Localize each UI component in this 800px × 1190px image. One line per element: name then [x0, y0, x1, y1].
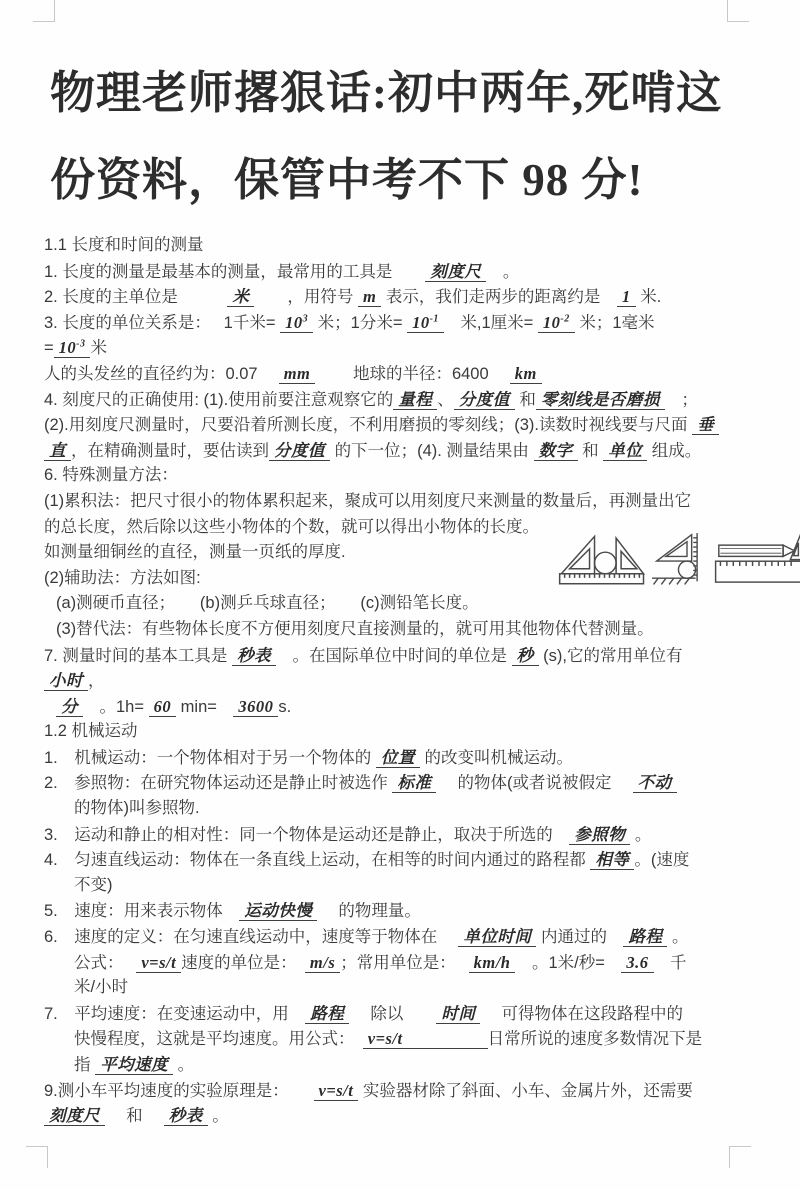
text-line: [44, 950, 770, 976]
printed-text: ，用符号: [254, 288, 358, 307]
printed-text: 4. 刻度尺的正确使用: (1).使用前要注意观察它的: [44, 390, 394, 409]
printed-text: ；: [664, 390, 698, 409]
printed-text: 1. 机械运动：一个物体相对于另一个物体的: [44, 748, 376, 767]
printed-text: 、: [437, 390, 454, 409]
printed-text: 。(速度: [634, 851, 690, 870]
printed-text: 米.: [635, 288, 662, 307]
printed-text: s.: [278, 697, 292, 716]
printed-text: 的下一位；(4). 测量结果由: [330, 441, 534, 460]
printed-text: 如测量细铜丝的直径，测量一页纸的厚度.: [44, 543, 346, 562]
handwritten-answer: 1: [617, 287, 636, 307]
printed-text: 3. 运动和静止的相对性：同一个物体是运动还是静止，取决于所选的: [44, 825, 570, 844]
text-line: [44, 617, 770, 643]
printed-text: min=: [176, 697, 234, 716]
text-line: [44, 284, 770, 310]
handwritten-answer: $10^{-3}$: [54, 338, 91, 358]
printed-text: 的物理量。: [317, 902, 421, 921]
text-line: [44, 361, 770, 387]
handwritten-answer: 直: [44, 441, 71, 461]
text-line: [44, 387, 770, 413]
text-line: [44, 1001, 770, 1027]
text-line: [44, 694, 770, 720]
printed-text: 1. 长度的测量是最基本的测量，最常用的工具是: [44, 262, 426, 281]
handwritten-answer: 相等: [590, 850, 634, 870]
text-line: [44, 259, 770, 285]
printed-text: 实验器材除了斜面、小车、金属片外，还需要: [358, 1081, 693, 1100]
handwritten-answer: $10^{-2}$: [538, 313, 575, 333]
handwritten-answer: $10^3$: [280, 313, 313, 333]
handwritten-answer: v=s/t: [136, 953, 181, 973]
text-line: [44, 438, 770, 464]
handwritten-answer: 位置: [376, 748, 420, 768]
printed-text: 内通过的: [536, 928, 624, 947]
text-line: [44, 796, 770, 822]
handwritten-answer: 垂: [692, 415, 719, 435]
crop-mark-bottom-left: [26, 1146, 48, 1168]
handwritten-answer: 秒表: [164, 1106, 208, 1126]
printed-text: 表示，我们走两步的距离约是: [381, 288, 617, 307]
printed-text: 不变): [74, 875, 113, 894]
printed-text: ，: [88, 672, 105, 691]
text-line: [44, 310, 770, 336]
printed-text: 米: [90, 339, 107, 358]
printed-text: 。1米/秒=: [515, 953, 622, 972]
handwritten-answer: 秒: [512, 646, 539, 666]
handwritten-answer: $10^{-1}$: [407, 313, 444, 333]
title-line-1: 物理老师撂狠话:初中两年,死啃这: [50, 68, 723, 118]
printed-text: 的改变叫机械运动。: [419, 748, 573, 767]
handwritten-answer: 路程: [305, 1004, 349, 1024]
handwritten-answer: 分度值: [269, 441, 330, 461]
printed-text: 千: [653, 953, 687, 972]
handwritten-answer: 运动快慢: [239, 901, 317, 921]
section-heading-1-2: [44, 719, 770, 745]
text-line: [44, 668, 770, 694]
text-line: [44, 1026, 770, 1052]
printed-text: 和: [105, 1107, 164, 1126]
handwritten-answer: 标准: [392, 773, 436, 793]
handwritten-answer: 量程: [393, 390, 437, 410]
printed-text: ，在精确测量时，要估读到: [71, 441, 269, 460]
handwritten-answer: 路程: [623, 927, 667, 947]
pencil-length-diagram: [714, 527, 800, 589]
crop-mark-top-left: [33, 0, 55, 22]
handwritten-answer: 零刻线是否磨损: [536, 390, 665, 410]
text-line: [44, 1078, 770, 1104]
printed-text: 。: [486, 262, 520, 281]
printed-text: 。: [630, 825, 652, 844]
printed-text: 和: [514, 390, 536, 409]
handwritten-answer: km: [510, 364, 542, 384]
printed-text: 日常所说的速度多数情况下是: [487, 1030, 703, 1049]
text-line: [44, 975, 770, 1001]
text-line: [44, 1052, 770, 1078]
coin-diameter-diagram: [558, 527, 646, 589]
handwritten-answer: 平均速度: [95, 1055, 173, 1075]
printed-text: (2).用刻度尺测量时，尺要沿着所测长度，不利用磨损的零刻线；(3).读数时视线要与尺面: [44, 416, 693, 435]
printed-text: 。: [667, 928, 689, 947]
printed-text: 6. 特殊测量方法：: [44, 466, 178, 485]
printed-text: (1)累积法：把尺寸很小的物体累积起来，聚成可以用刻度尺来测量的数量后，再测量出它: [44, 491, 692, 510]
printed-text: 4. 匀速直线运动：物体在一条直线上运动，在相等的时间内通过的路程都: [44, 851, 591, 870]
handwritten-answer: 时间: [436, 1004, 480, 1024]
printed-text: 1.2 机械运动: [44, 722, 138, 741]
crop-mark-bottom-right: [729, 1146, 751, 1168]
printed-text: 地球的半径：6400: [315, 364, 510, 383]
section-heading-1-1: [44, 233, 770, 259]
document-body: [44, 233, 770, 1129]
printed-text: (s),它的常用单位有: [538, 646, 683, 665]
text-line: [44, 924, 770, 950]
printed-text: (a)测硬币直径； (b)测乒乓球直径； (c)测铅笔长度。: [56, 594, 479, 613]
handwritten-answer: m: [358, 287, 381, 307]
printed-text: 米；1分米=: [313, 313, 408, 332]
text-line: [44, 745, 770, 771]
handwritten-answer: 参照物: [569, 825, 630, 845]
handwritten-answer: 3600: [233, 697, 278, 717]
printed-text: 6. 速度的定义：在匀速直线运动中，速度等于物体在: [44, 928, 459, 947]
printed-text: 米；1毫米: [574, 313, 655, 332]
printed-text: 。1h=: [83, 697, 149, 716]
handwritten-answer: mm: [279, 364, 316, 384]
printed-text: 人的头发丝的直径约为：0.07: [44, 364, 279, 383]
printed-text: 的物体)叫参照物.: [74, 799, 200, 818]
measurement-diagrams: [558, 527, 800, 589]
handwritten-answer: 数字: [534, 441, 578, 461]
printed-text: 米,1厘米=: [443, 313, 538, 332]
printed-text: 。: [207, 1107, 229, 1126]
printed-text: 的总长度，然后除以这些小物体的个数，就可以得出小物体的长度。: [44, 517, 539, 536]
printed-text: (2)辅助法：方法如图:: [44, 568, 201, 587]
printed-text: (3)替代法：有些物体长度不方便用刻度尺直接测量的，就可用其他物体代替测量。: [56, 619, 654, 638]
handwritten-answer: 分: [56, 697, 83, 717]
printed-text: 组成。: [647, 441, 702, 460]
text-line: [44, 1103, 770, 1129]
printed-text: 7. 平均速度：在变速运动中，用: [44, 1004, 306, 1023]
handwritten-answer: 不动: [633, 773, 677, 793]
handwritten-answer: v=s/t: [314, 1081, 359, 1101]
printed-text: 和: [577, 441, 604, 460]
printed-text: 米/小时: [74, 978, 129, 997]
text-line: [44, 898, 770, 924]
text-line: [44, 770, 770, 796]
handwritten-answer: 单位: [603, 441, 647, 461]
text-line: [44, 412, 770, 438]
document-title: [50, 50, 722, 224]
printed-text: 快慢程度，这就是平均速度。用公式：: [74, 1030, 363, 1049]
printed-text: 除以: [349, 1004, 437, 1023]
text-line: [44, 873, 770, 899]
handwritten-answer: km/h: [469, 953, 516, 973]
printed-text: 。: [173, 1056, 195, 1074]
handwritten-answer: 刻度尺: [44, 1106, 105, 1126]
printed-text: 1.1 长度和时间的测量: [44, 236, 204, 254]
text-line: [44, 463, 770, 489]
printed-text: 9.测小车平均速度的实验原理是：: [44, 1081, 314, 1100]
handwritten-answer: 分度值: [454, 390, 515, 410]
text-line: [44, 847, 770, 873]
printed-text: 可得物体在这段路程中的: [480, 1004, 683, 1023]
printed-text: 2. 长度的主单位是: [44, 288, 228, 307]
text-line: [44, 489, 770, 515]
printed-text: 7. 测量时间的基本工具是: [44, 646, 232, 665]
printed-text: 2. 参照物：在研究物体运动还是静止时被选作: [44, 774, 393, 793]
ball-diameter-diagram: [652, 527, 708, 589]
printed-text: 指: [74, 1056, 96, 1074]
handwritten-answer: v=s/t: [363, 1029, 488, 1049]
handwritten-answer: 米: [227, 287, 254, 307]
printed-text: =: [44, 339, 54, 358]
printed-text: 公式：: [74, 953, 137, 972]
text-line: [44, 822, 770, 848]
handwritten-answer: 60: [149, 697, 177, 717]
text-line: [44, 643, 770, 669]
printed-text: 速度的单位是：: [181, 953, 305, 972]
handwritten-answer: 3.6: [621, 953, 653, 973]
text-line: [44, 335, 770, 361]
printed-text: 。在国际单位中时间的单位是: [275, 646, 512, 665]
handwritten-answer: 刻度尺: [425, 262, 486, 282]
handwritten-answer: 单位时间: [458, 927, 536, 947]
printed-text: ；常用单位是：: [340, 953, 469, 972]
handwritten-answer: m/s: [305, 953, 340, 973]
printed-text: 的物体(或者说被假定: [436, 774, 633, 793]
crop-mark-top-right: [727, 0, 749, 22]
printed-text: 3. 长度的单位关系是： 1千米=: [44, 313, 281, 332]
title-line-2: 份资料，保管中考不下 98 分!: [50, 155, 644, 205]
handwritten-answer: 小时: [44, 671, 88, 691]
text-line: [44, 591, 770, 617]
printed-text: 5. 速度：用来表示物体: [44, 902, 240, 921]
handwritten-answer: 秒表: [232, 646, 276, 666]
